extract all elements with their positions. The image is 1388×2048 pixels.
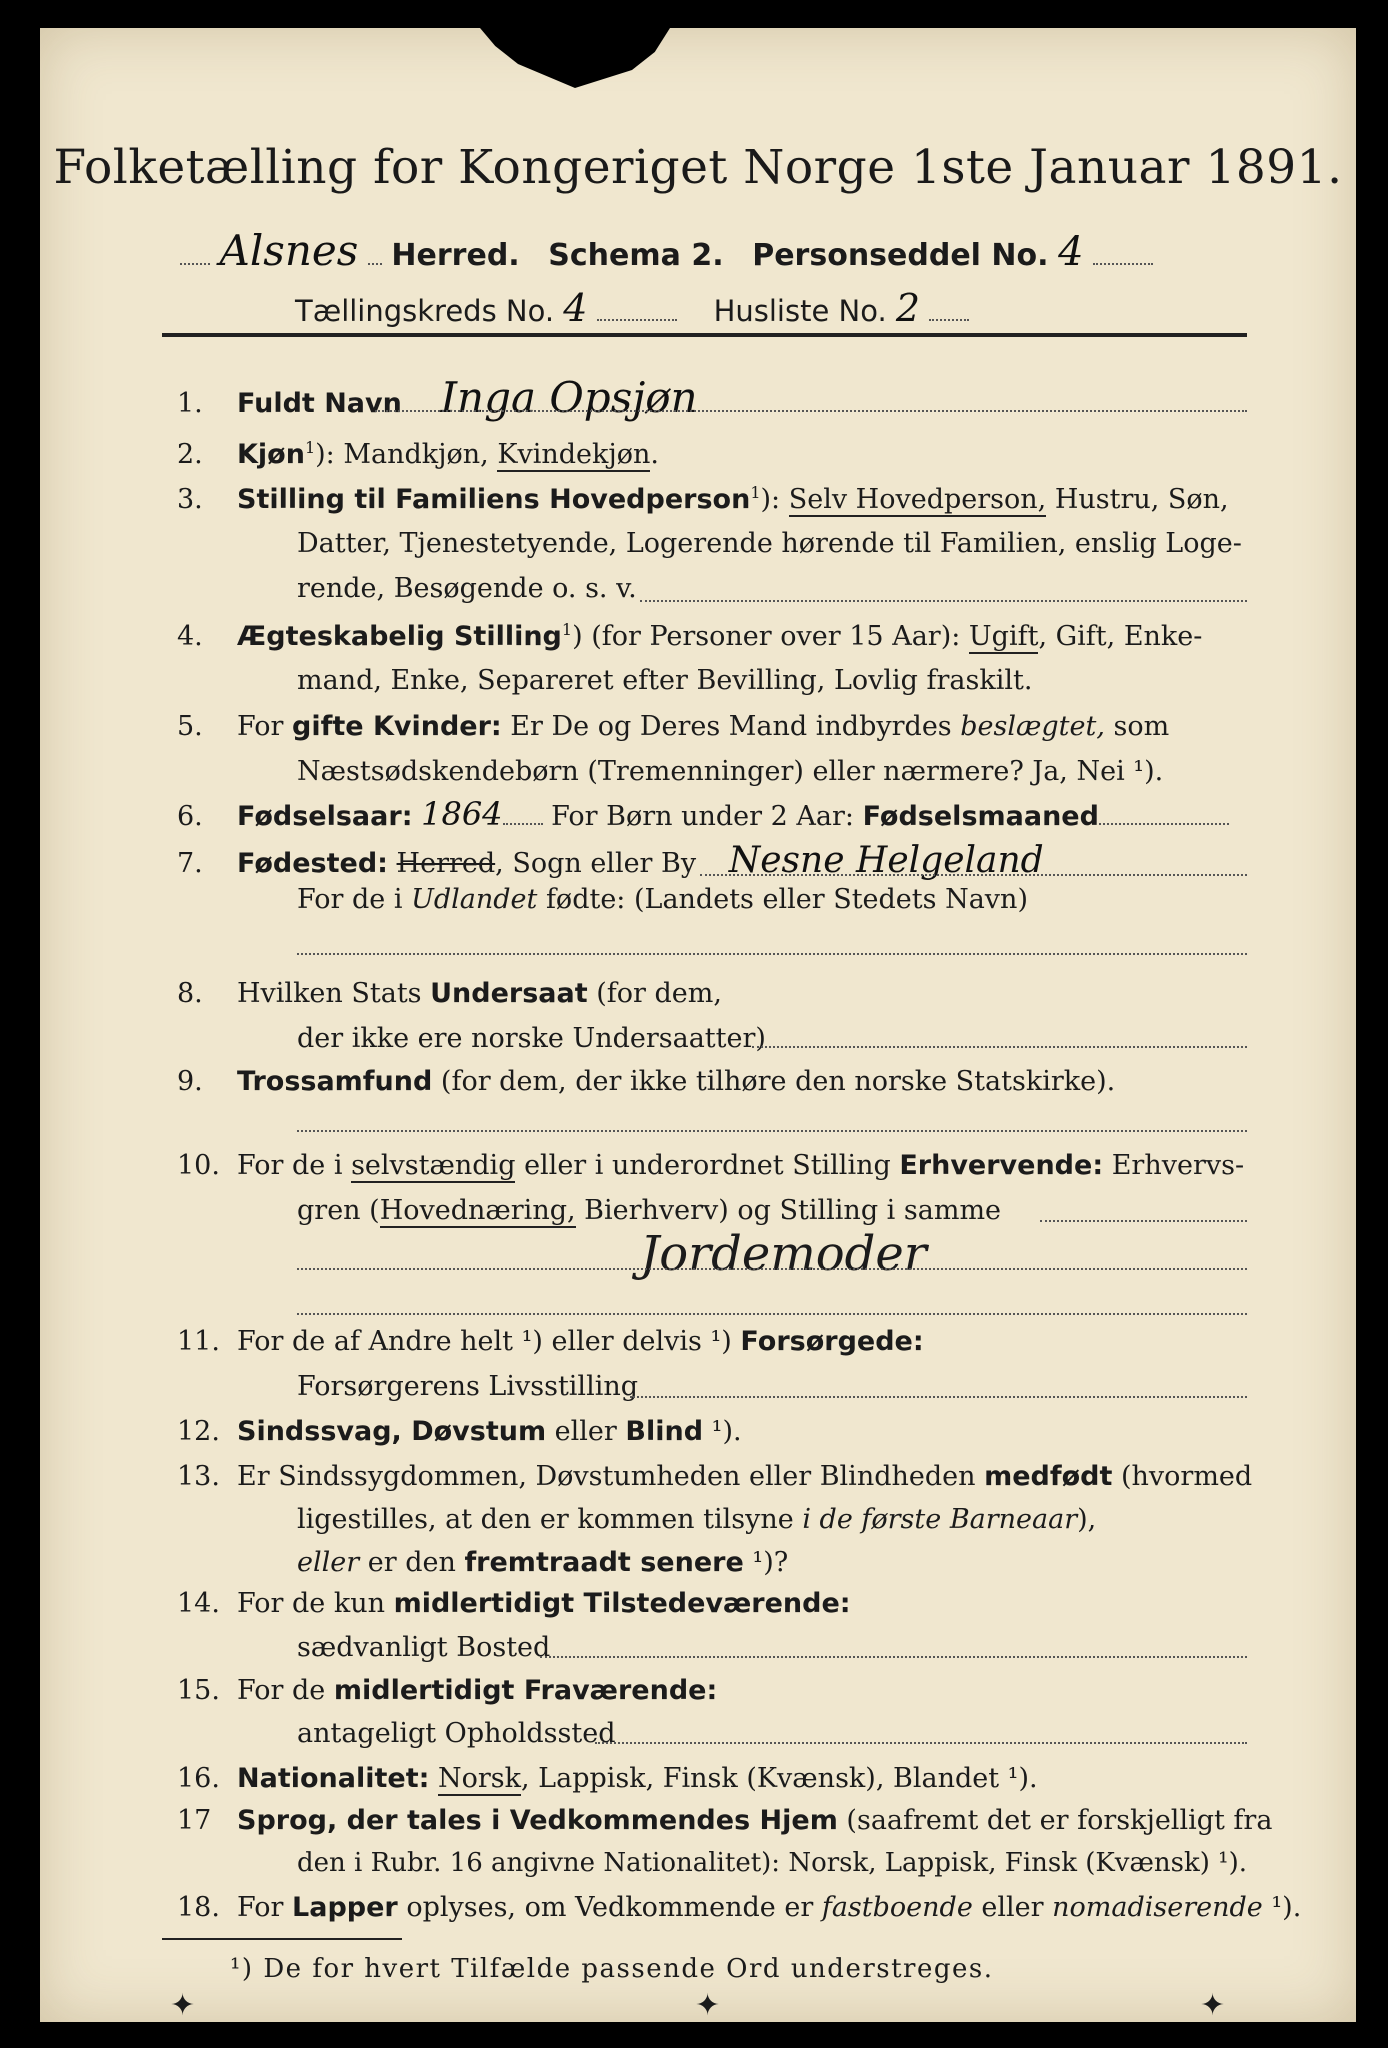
birth-year-value: 1864: [421, 795, 503, 833]
header-row-2: [295, 286, 969, 330]
birthplace-value: Nesne Helgeland: [728, 840, 1044, 881]
herred-value: Alsnes: [219, 226, 359, 275]
q8-row: 8. Hvilken Stats Undersaat (for dem,: [177, 978, 722, 1009]
q15-row: 15. For de midlertidigt Fraværende:: [177, 1675, 718, 1706]
personseddel-value: 4: [1058, 229, 1084, 275]
husliste-label: Husliste No.: [713, 294, 887, 328]
herred-label: Herred.: [391, 238, 520, 273]
q5-row: 5. For gifte Kvinder: Er De og Deres Mand indbyrdes beslægtet, som: [177, 711, 1170, 742]
q18-row: 18. For Lapper oplyses, om Vedkommende er fastboende eller nomadiserende ¹).: [177, 1892, 1302, 1923]
q4-row: 4. Ægteskabelig Stilling$^1$) (for Personer over 15 Aar): Ugift, Gift, Enke-: [177, 620, 1203, 652]
q9-row: 9. Trossamfund (for dem, der ikke tilhøre den norske Statskirke).: [177, 1066, 1116, 1097]
footnote: ¹) De for hvert Tilfælde passende Ord understreges.: [230, 1954, 994, 1984]
q10-row: 10. For de i selvstændig eller i underordnet Stilling Erhvervende: Erhvervs-: [177, 1150, 1245, 1181]
q13-row: 13. Er Sindssygdommen, Døvstumheden eller Blindheden medfødt (hvormed: [177, 1461, 1253, 1492]
family-position-selected: Selv Hovedperson,: [788, 484, 1047, 515]
q1-row: 1. Fuldt Navn Inga Opsjøn: [177, 373, 698, 422]
full-name-value: Inga Opsjøn: [440, 373, 698, 422]
q14-row: 14. For de kun midlertidigt Tilstedeværende:: [177, 1588, 851, 1619]
q16-row: 16. Nationalitet: Norsk, Lappisk, Finsk (Kvænsk), Blandet ¹).: [177, 1763, 1038, 1794]
footnote-rule: [162, 1938, 402, 1940]
header-rule: [162, 333, 1247, 337]
corner-mark-left-icon: ✦: [170, 1988, 196, 2023]
form-title: Folketælling for Kongeriget Norge 1ste Januar 1891.: [53, 140, 1343, 195]
torn-edge: [480, 28, 670, 88]
personseddel-label: Personseddel No.: [752, 238, 1049, 273]
q11-row: 11. For de af Andre helt ¹) eller delvis ¹) Forsørgede:: [177, 1326, 924, 1357]
q2-row: 2. Kjøn$^1$): Mandkjøn, Kvindekjøn.: [177, 438, 660, 470]
q12-row: 12. Sindssvag, Døvstum eller Blind ¹).: [177, 1416, 742, 1447]
kreds-label: Tællingskreds No.: [295, 294, 555, 328]
husliste-value: 2: [895, 286, 921, 330]
marital-selected: Ugift: [968, 621, 1039, 652]
q3-row: 3. Stilling til Familiens Hovedperson$^1$): Selv Hovedperson, Hustru, Søn,: [177, 483, 1229, 515]
occupation-value: Jordemoder: [640, 1226, 927, 1282]
nationality-selected: Norsk: [438, 1763, 522, 1794]
sex-selected: Kvindekjøn: [497, 439, 651, 470]
header-row-1: [180, 226, 1153, 275]
schema-label: Schema 2.: [548, 238, 724, 273]
corner-mark-center-icon: ✦: [695, 1988, 721, 2023]
corner-mark-right-icon: ✦: [1200, 1988, 1226, 2023]
q17-row: 17 Sprog, der tales i Vedkommendes Hjem (saafremt det er forskjelligt fra: [177, 1805, 1273, 1836]
q6-row: 6. Fødselsaar: 1864 For Børn under 2 Aar: Fødselsmaaned: [177, 795, 1229, 833]
census-form-page: Folketælling for Kongeriget Norge 1ste Januar 1891. Alsnes Herred. Schema 2. Personseddel No. 4 Tællingskreds No. 4 Husliste No. 2 1. Fuldt Navn Inga Opsjøn 2. Kjøn$^1$): Mandkjøn, Kvindekjøn. 3. Stilling til Familiens Hovedperson$^1$): Selv Hovedperson, Hustru, Søn, Datter, Tjenestetyende, Logerende hørende til Familien, enslig Loge- rende, Besøgende o. s. v. 4. Ægteskabelig Stilling$^1$) (for Personer over 15 Aar): Ugift, Gift, Enke- mand, Enke, Separeret efter Bevilling, Lovlig fraskilt. 5. For gifte Kvinder: Er De og Deres Mand indbyrdes beslægtet, som Næstsødskendebørn (Tremenninger) eller nærmere? Ja, Nei ¹). 6. Fødselsaar: 1864 For Børn under 2 Aar: Fødselsmaaned 7. Fødested: Herred, Sogn eller By Nesne Helgeland For de i Udlandet fødte: (Landets eller Stedets Navn) 8. Hvilken Stats Undersaat (for dem, der ikke ere norske Undersaatter) 9. Trossamfund (for dem, der ikke tilhøre den norske Statskirke). 10. For de i selvstændig eller i underordnet Stilling Erhvervende: Erhvervs- gren (Hovednæring, Bierhverv) og Stilling i samme Jordemoder 11. For de af Andre helt ¹) eller delvis ¹) Forsørgede: Forsørgerens Livsstilling 12. Sindssvag, Døvstum eller Blind ¹). 13. Er Sindssygdommen, Døvstumheden eller Blindheden medfødt (hvormed ligestilles, at den er kommen tilsyne i de første Barneaar), eller er den fremtraadt senere ¹)? 14. For de kun midlertidigt Tilstedeværende: sædvanligt Bosted 15. For de midlertidigt Fraværende: antageligt Opholdssted 16. Nationalitet: Norsk, Lappisk, Finsk (Kvænsk), Blandet ¹). 17 Sprog, der tales i Vedkommendes Hjem (saafremt det er forskjelligt fra den i Rubr. 16 angivne Nationalitet): Norsk, Lappisk, Finsk (Kvænsk) ¹). 18. For Lapper oplyses, om Vedkommende er fastboende eller nomadiserende ¹). ¹) De for hvert Tilfælde passende Ord understreges. ✦ ✦ ✦: [40, 28, 1356, 2022]
kreds-value: 4: [563, 286, 588, 330]
q7-row: 7. Fødested: Herred, Sogn eller By Nesne Helgeland: [177, 840, 1044, 881]
